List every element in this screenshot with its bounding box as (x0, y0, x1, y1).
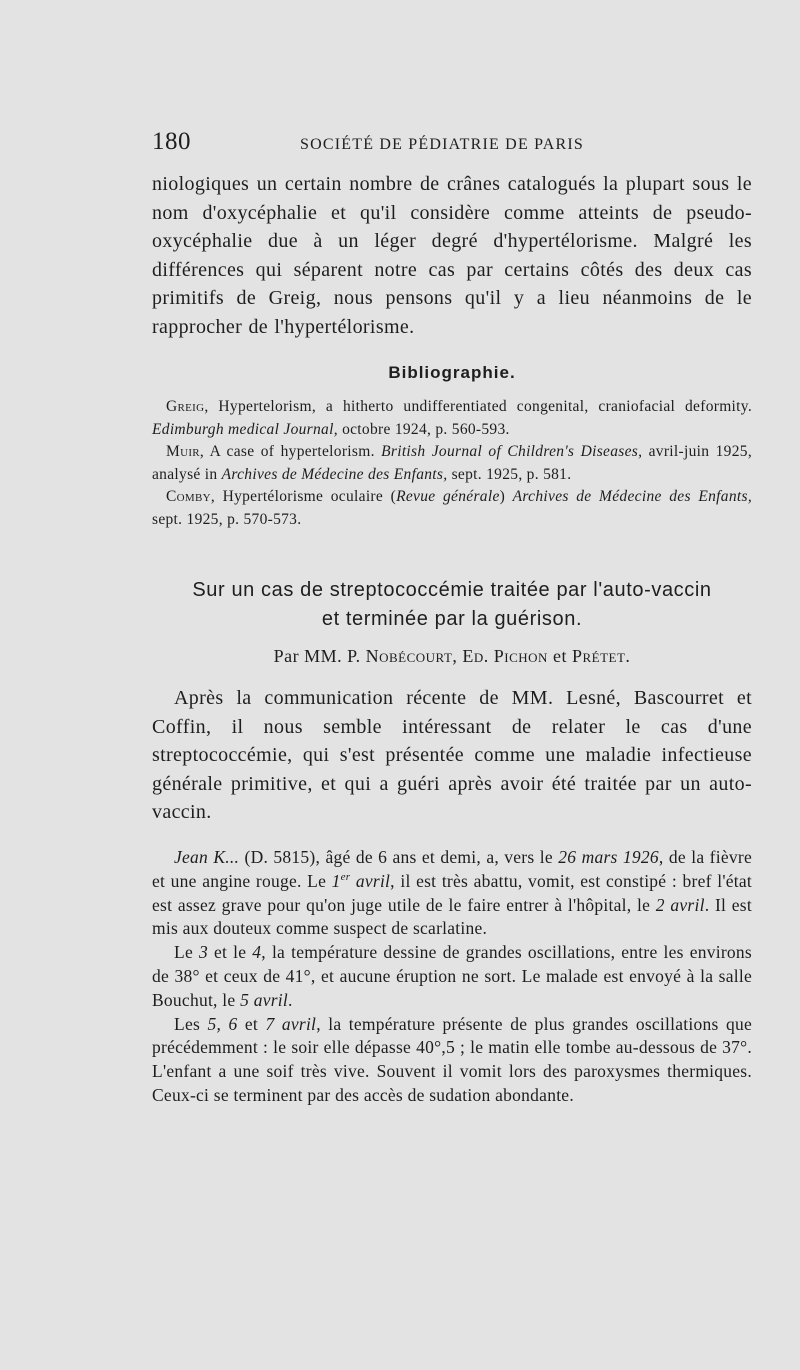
case-text: et le (207, 942, 253, 963)
case-paragraph (152, 846, 752, 941)
author-name: P. Nobécourt, (347, 646, 458, 666)
bib-author: Comby, (166, 488, 216, 505)
bib-journal: Archives de Médecine des Enfants, (221, 465, 448, 483)
date: 3 (198, 942, 208, 963)
authors-prefix: Par MM. (273, 646, 348, 666)
date: 26 mars 1926 (558, 847, 659, 867)
bib-text: avril-juin 1925, analysé in (152, 443, 752, 483)
bib-author: Greig, (166, 398, 209, 415)
intro-text: niologiques un certain nombre de crânes catalogués la plupart sous le nom d'oxycéphalie et qu'il considère comme atteints de pseudo-oxycéphalie due à un léger degré d'hypertélorisme. Malgré les différences qui séparent notre cas par certains côtés des deux cas primitifs de Greig, nous pensons qu'il y a lieu néanmoins de le rapprocher de l'hypertélorisme. (152, 173, 752, 338)
case-text: , de la fièvre et une angine rouge. Le (152, 847, 752, 891)
bib-entry (152, 396, 752, 441)
date: 5 avril (240, 989, 288, 1010)
bib-text: Hypertelorism, a hitherto undifferentiated congenital, craniofacial deformity. (208, 398, 752, 415)
bib-author: Muir, (166, 443, 205, 460)
case-paragraph (152, 1013, 752, 1108)
date (332, 871, 391, 891)
article-title-line-2: et terminée par la guérison. (321, 608, 583, 630)
date-month: avril (350, 870, 391, 891)
case-text: , la température dessine de grandes oscillations, entre les environs de 38° et ceux de 41°, et aucune éruption ne sort. Le malade est envoyé à la salle Bouchut, le (152, 942, 752, 1010)
intro-paragraph (152, 170, 752, 341)
case-paragraph (152, 941, 752, 1012)
case-text: Les (174, 1013, 208, 1034)
patient-name: Jean K... (174, 847, 240, 867)
bib-text: octobre 1924, p. 560-593. (337, 420, 510, 438)
author-name: Prétet. (571, 646, 631, 666)
article-title-line-1: Sur un cas de streptococcémie traitée par l'auto-vaccin (192, 579, 712, 601)
bib-text: sept. 1925, p. 581. (447, 465, 572, 483)
date-ordinal: er (340, 870, 351, 883)
author-name: Ed. Pichon (457, 646, 548, 666)
date: 7 avril (265, 1013, 317, 1034)
article-authors (152, 646, 752, 667)
case-text: , la température présente de plus grandes oscillations que précédemment : le soir elle dépasse 40°,5 ; le matin elle tombe au-dessous de 37°. L'enfant a une soif très vive. Souvent il vomit lors des paroxysmes thermiques. Ceux-ci se terminent par des accès de sudation abondante. (152, 1013, 752, 1105)
bibliography-title: Bibliographie. (388, 363, 516, 382)
date: 2 avril (655, 894, 705, 915)
bib-journal: Revue générale (396, 488, 500, 505)
date-day: 1 (331, 870, 341, 891)
running-head: SOCIÉTÉ DE PÉDIATRIE DE PARIS (300, 136, 584, 153)
case-report (152, 846, 752, 1108)
bib-text: A case of hypertelorism. (204, 443, 382, 460)
case-text: Le (174, 942, 199, 963)
bib-text: ) (499, 488, 513, 505)
page-header (152, 128, 752, 162)
bib-entry (152, 441, 752, 486)
article-title (152, 576, 752, 634)
page-number: 180 (152, 128, 191, 155)
bib-text: sept. 1925, p. 570-573. (152, 510, 302, 528)
bib-entry (152, 486, 752, 531)
case-text: (D. 5815), âgé de 6 ans et demi, a, vers le (239, 847, 559, 867)
bib-journal: Edimburgh medical Journal, (152, 420, 338, 438)
bibliography-list (152, 396, 752, 531)
date: 4 (252, 942, 262, 963)
case-text: , il est très abattu, vomit, est constipé : bref l'état est assez grave pour qu'on juge utile de le faire entrer à l'hôpital, le (152, 870, 752, 915)
bib-journal: Archives de Médecine des Enfants, (512, 488, 752, 505)
article-intro-text: Après la communication récente de MM. Lesné, Bascourret et Coffin, il nous semble intéressant de relater le cas d'une streptococcémie, qui s'est présentée comme une maladie infectieuse générale primitive, et qui a guéri après avoir été traitée par un auto-vaccin. (152, 687, 752, 823)
article-intro (152, 684, 752, 827)
authors-join: et (547, 646, 572, 666)
case-text: . (288, 989, 293, 1010)
case-text: et (237, 1013, 266, 1034)
date: 5, 6 (207, 1013, 238, 1034)
bib-journal: British Journal of Children's Diseases, (381, 443, 643, 460)
bib-text: Hypertélorisme oculaire ( (215, 488, 397, 505)
case-text: . Il est mis aux douteux comme suspect de scarlatine. (152, 894, 752, 939)
